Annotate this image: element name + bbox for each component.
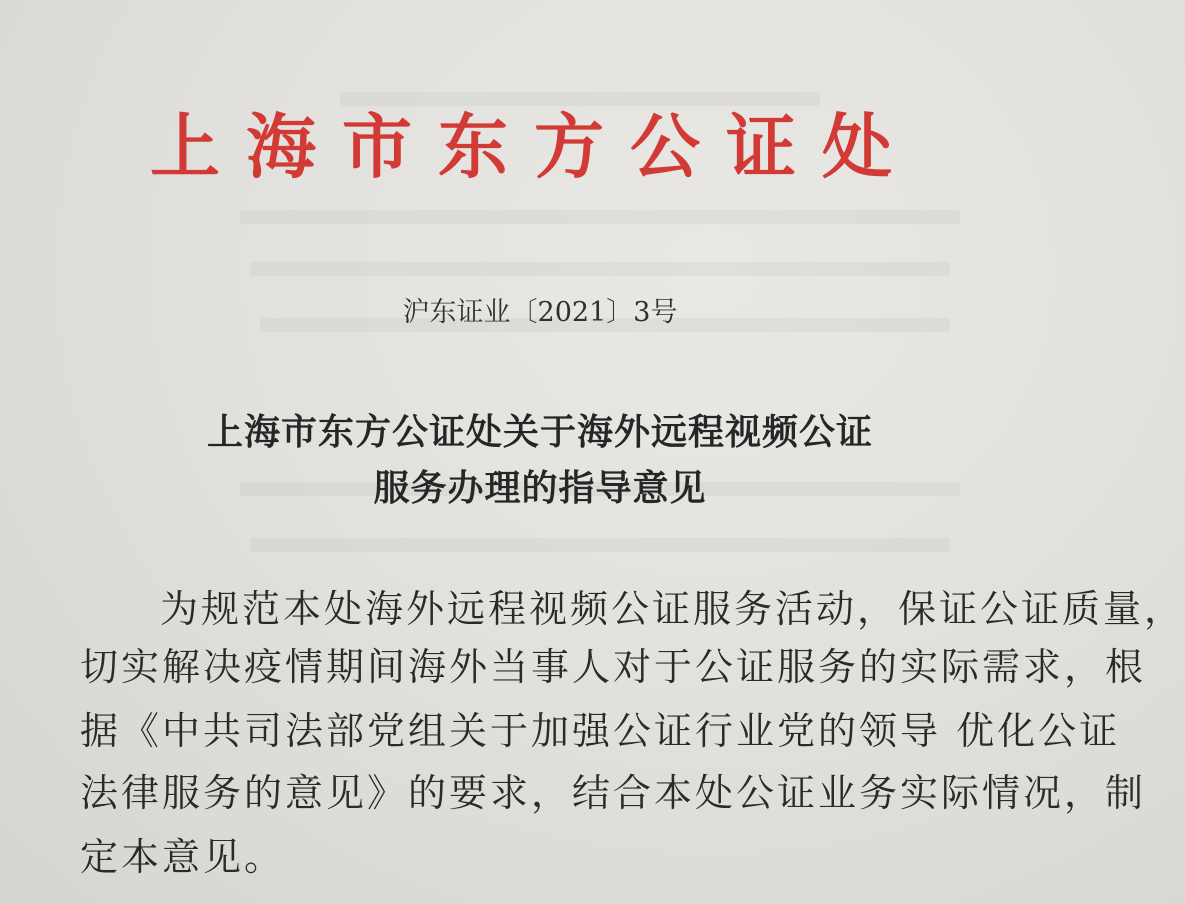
show-through-mark bbox=[250, 538, 950, 552]
body-text-line: 法律服务的意见》的要求，结合本处公证业务实际情况，制 bbox=[80, 771, 1147, 815]
document-number: 沪东证业〔2021〕3号 bbox=[402, 297, 678, 328]
body-text-line: 为规范本处海外远程视频公证服务活动，保证公证质量， bbox=[160, 587, 1185, 631]
body-text-line: 据《中共司法部党组关于加强公证行业党的领导 优化公证 bbox=[80, 709, 1121, 753]
document-title-line-1: 上海市东方公证处关于海外远程视频公证 bbox=[206, 412, 873, 453]
show-through-mark bbox=[240, 210, 960, 224]
body-text-line: 切实解决疫情期间海外当事人对于公证服务的实际需求，根 bbox=[80, 645, 1147, 689]
show-through-mark bbox=[250, 262, 950, 276]
header-org-name: 上海市东方公证处 bbox=[150, 105, 918, 188]
document-title-line-2: 服务办理的指导意见 bbox=[373, 468, 707, 509]
body-text-line: 定本意见。 bbox=[80, 835, 286, 879]
